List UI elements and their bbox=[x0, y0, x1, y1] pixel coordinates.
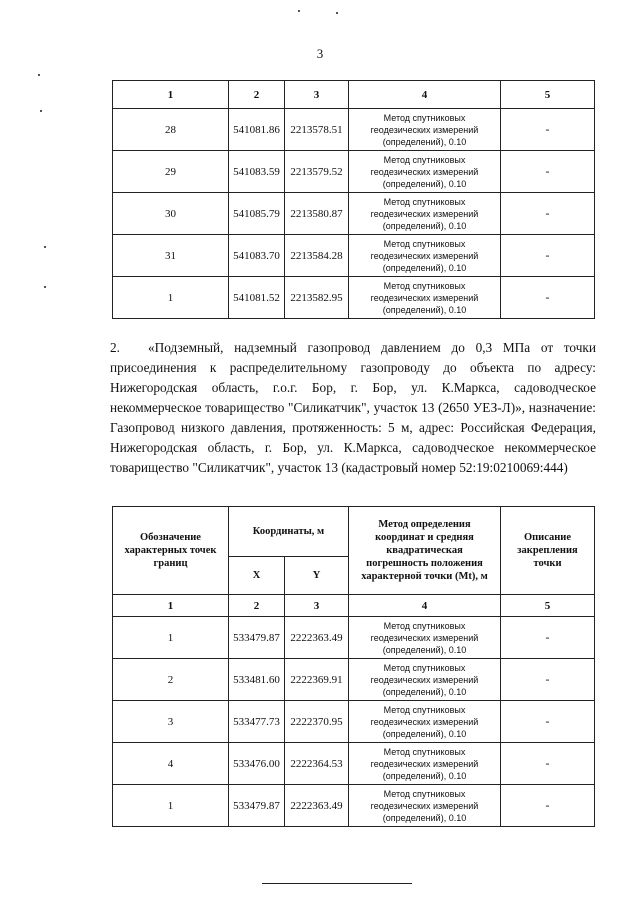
method-cell bbox=[349, 743, 501, 785]
point-number-cell: 3 bbox=[113, 701, 229, 743]
fixing-description-cell: - bbox=[501, 701, 595, 743]
x-coordinate-cell: 541081.52 bbox=[229, 277, 285, 319]
method-line: (определений), 0.10 bbox=[382, 136, 467, 147]
column-number-row bbox=[113, 595, 595, 617]
y-coordinate-cell: 2213582.95 bbox=[285, 277, 349, 319]
fixing-description-cell: - bbox=[501, 743, 595, 785]
footer-divider bbox=[262, 883, 412, 884]
method-cell bbox=[349, 277, 501, 319]
header-col-5: 5 bbox=[501, 81, 595, 109]
object-description bbox=[110, 338, 596, 478]
y-coordinate-cell: 2213579.52 bbox=[285, 151, 349, 193]
point-number-cell: 31 bbox=[113, 235, 229, 277]
y-coordinate-cell: 2222370.95 bbox=[285, 701, 349, 743]
method-line: геодезических измерений bbox=[370, 124, 479, 135]
table-row bbox=[113, 701, 595, 743]
y-coordinate-cell: 2222369.91 bbox=[285, 659, 349, 701]
y-coordinate-cell: 2213584.28 bbox=[285, 235, 349, 277]
x-coordinate-cell: 533481.60 bbox=[229, 659, 285, 701]
method-line: Метод спутниковых bbox=[383, 746, 466, 757]
table-row bbox=[113, 785, 595, 827]
table-row bbox=[113, 235, 595, 277]
fixing-description-cell: - bbox=[501, 193, 595, 235]
point-number-cell: 4 bbox=[113, 743, 229, 785]
header-point-designation: Обозначение характерных точек границ bbox=[113, 507, 229, 595]
method-line: (определений), 0.10 bbox=[382, 644, 467, 655]
fixing-description-cell: - bbox=[501, 235, 595, 277]
method-line: геодезических измерений bbox=[370, 674, 479, 685]
table-row bbox=[113, 151, 595, 193]
table-row bbox=[113, 277, 595, 319]
column-number-2: 2 bbox=[229, 595, 285, 617]
method-line: геодезических измерений bbox=[370, 716, 479, 727]
method-line: (определений), 0.10 bbox=[382, 728, 467, 739]
method-line: геодезических измерений bbox=[370, 632, 479, 643]
method-cell bbox=[349, 151, 501, 193]
method-line: (определений), 0.10 bbox=[382, 178, 467, 189]
fixing-description-cell: - bbox=[501, 659, 595, 701]
method-line: геодезических измерений bbox=[370, 208, 479, 219]
method-line: Метод спутниковых bbox=[383, 620, 466, 631]
column-number-3: 3 bbox=[285, 595, 349, 617]
x-coordinate-cell: 541085.79 bbox=[229, 193, 285, 235]
method-line: Метод спутниковых bbox=[383, 154, 466, 165]
point-number-cell: 1 bbox=[113, 617, 229, 659]
x-coordinate-cell: 541081.86 bbox=[229, 109, 285, 151]
point-number-cell: 1 bbox=[113, 785, 229, 827]
method-cell bbox=[349, 235, 501, 277]
paragraph-text: «Подземный, надземный газопровод давлением до 0,3 МПа от точки присоединения к распределительному газопроводу до объекта по адресу: Нижегородская область, г.о.г. Бор, г. Бор, ул. К.Маркса, садоводческое некоммерческое товарищество "Силикатчик", участок 13 (2650 УЕЗ-Л)», назначение: Газопровод низкого давления, протяженность: 5 м, адрес: Российская Федерация, Нижегородская область, г. Бор, ул. К.Маркса, садоводческое некоммерческое товарищество "Силикатчик", участок 13 (кадастровый номер 52:19:0210069:444) bbox=[110, 340, 596, 475]
header-method: Метод определения координат и средняя квадратическая погрешность положения характерной точки (Mt), м bbox=[349, 507, 501, 595]
method-cell bbox=[349, 617, 501, 659]
x-coordinate-cell: 533477.73 bbox=[229, 701, 285, 743]
fixing-description-cell: - bbox=[501, 109, 595, 151]
table-row bbox=[113, 109, 595, 151]
method-line: Метод спутниковых bbox=[383, 704, 466, 715]
point-number-cell: 30 bbox=[113, 193, 229, 235]
point-number-cell: 29 bbox=[113, 151, 229, 193]
y-coordinate-cell: 2222364.53 bbox=[285, 743, 349, 785]
y-coordinate-cell: 2213578.51 bbox=[285, 109, 349, 151]
fixing-description-cell: - bbox=[501, 151, 595, 193]
paragraph-number: 2. bbox=[110, 340, 120, 355]
x-coordinate-cell: 541083.70 bbox=[229, 235, 285, 277]
table-row bbox=[113, 743, 595, 785]
header-fixing-description: Описание закрепления точки bbox=[501, 507, 595, 595]
method-line: геодезических измерений bbox=[370, 166, 479, 177]
method-line: (определений), 0.10 bbox=[382, 686, 467, 697]
y-coordinate-cell: 2213580.87 bbox=[285, 193, 349, 235]
column-number-5: 5 bbox=[501, 595, 595, 617]
x-coordinate-cell: 533476.00 bbox=[229, 743, 285, 785]
column-number-4: 4 bbox=[349, 595, 501, 617]
x-coordinate-cell: 541083.59 bbox=[229, 151, 285, 193]
method-line: геодезических измерений bbox=[370, 800, 479, 811]
table-header-row bbox=[113, 81, 595, 109]
method-line: геодезических измерений bbox=[370, 758, 479, 769]
method-line: (определений), 0.10 bbox=[382, 770, 467, 781]
method-line: геодезических измерений bbox=[370, 292, 479, 303]
x-coordinate-cell: 533479.87 bbox=[229, 785, 285, 827]
method-line: Метод спутниковых bbox=[383, 788, 466, 799]
table-row bbox=[113, 617, 595, 659]
table-row bbox=[113, 193, 595, 235]
method-line: Метод спутниковых bbox=[383, 112, 466, 123]
column-number-1: 1 bbox=[113, 595, 229, 617]
coordinates-table-2 bbox=[112, 506, 595, 827]
y-coordinate-cell: 2222363.49 bbox=[285, 617, 349, 659]
header-col-2: 2 bbox=[229, 81, 285, 109]
method-line: (определений), 0.10 bbox=[382, 812, 467, 823]
fixing-description-cell: - bbox=[501, 277, 595, 319]
fixing-description-cell: - bbox=[501, 785, 595, 827]
table-row bbox=[113, 659, 595, 701]
coordinates-table-1 bbox=[112, 80, 595, 319]
method-line: (определений), 0.10 bbox=[382, 262, 467, 273]
method-cell bbox=[349, 785, 501, 827]
method-line: Метод спутниковых bbox=[383, 238, 466, 249]
page-number: 3 bbox=[316, 46, 324, 61]
method-cell bbox=[349, 193, 501, 235]
header-col-1: 1 bbox=[113, 81, 229, 109]
method-line: Метод спутниковых bbox=[383, 662, 466, 673]
method-cell bbox=[349, 109, 501, 151]
header-col-3: 3 bbox=[285, 81, 349, 109]
header-coordinates: Координаты, м bbox=[229, 507, 349, 557]
method-line: Метод спутниковых bbox=[383, 196, 466, 207]
method-line: Метод спутниковых bbox=[383, 280, 466, 291]
x-coordinate-cell: 533479.87 bbox=[229, 617, 285, 659]
header-x: X bbox=[229, 557, 285, 595]
point-number-cell: 2 bbox=[113, 659, 229, 701]
fixing-description-cell: - bbox=[501, 617, 595, 659]
method-line: (определений), 0.10 bbox=[382, 304, 467, 315]
method-line: геодезических измерений bbox=[370, 250, 479, 261]
header-col-4: 4 bbox=[349, 81, 501, 109]
method-line: (определений), 0.10 bbox=[382, 220, 467, 231]
point-number-cell: 1 bbox=[113, 277, 229, 319]
header-y: Y bbox=[285, 557, 349, 595]
method-cell bbox=[349, 659, 501, 701]
y-coordinate-cell: 2222363.49 bbox=[285, 785, 349, 827]
point-number-cell: 28 bbox=[113, 109, 229, 151]
method-cell bbox=[349, 701, 501, 743]
